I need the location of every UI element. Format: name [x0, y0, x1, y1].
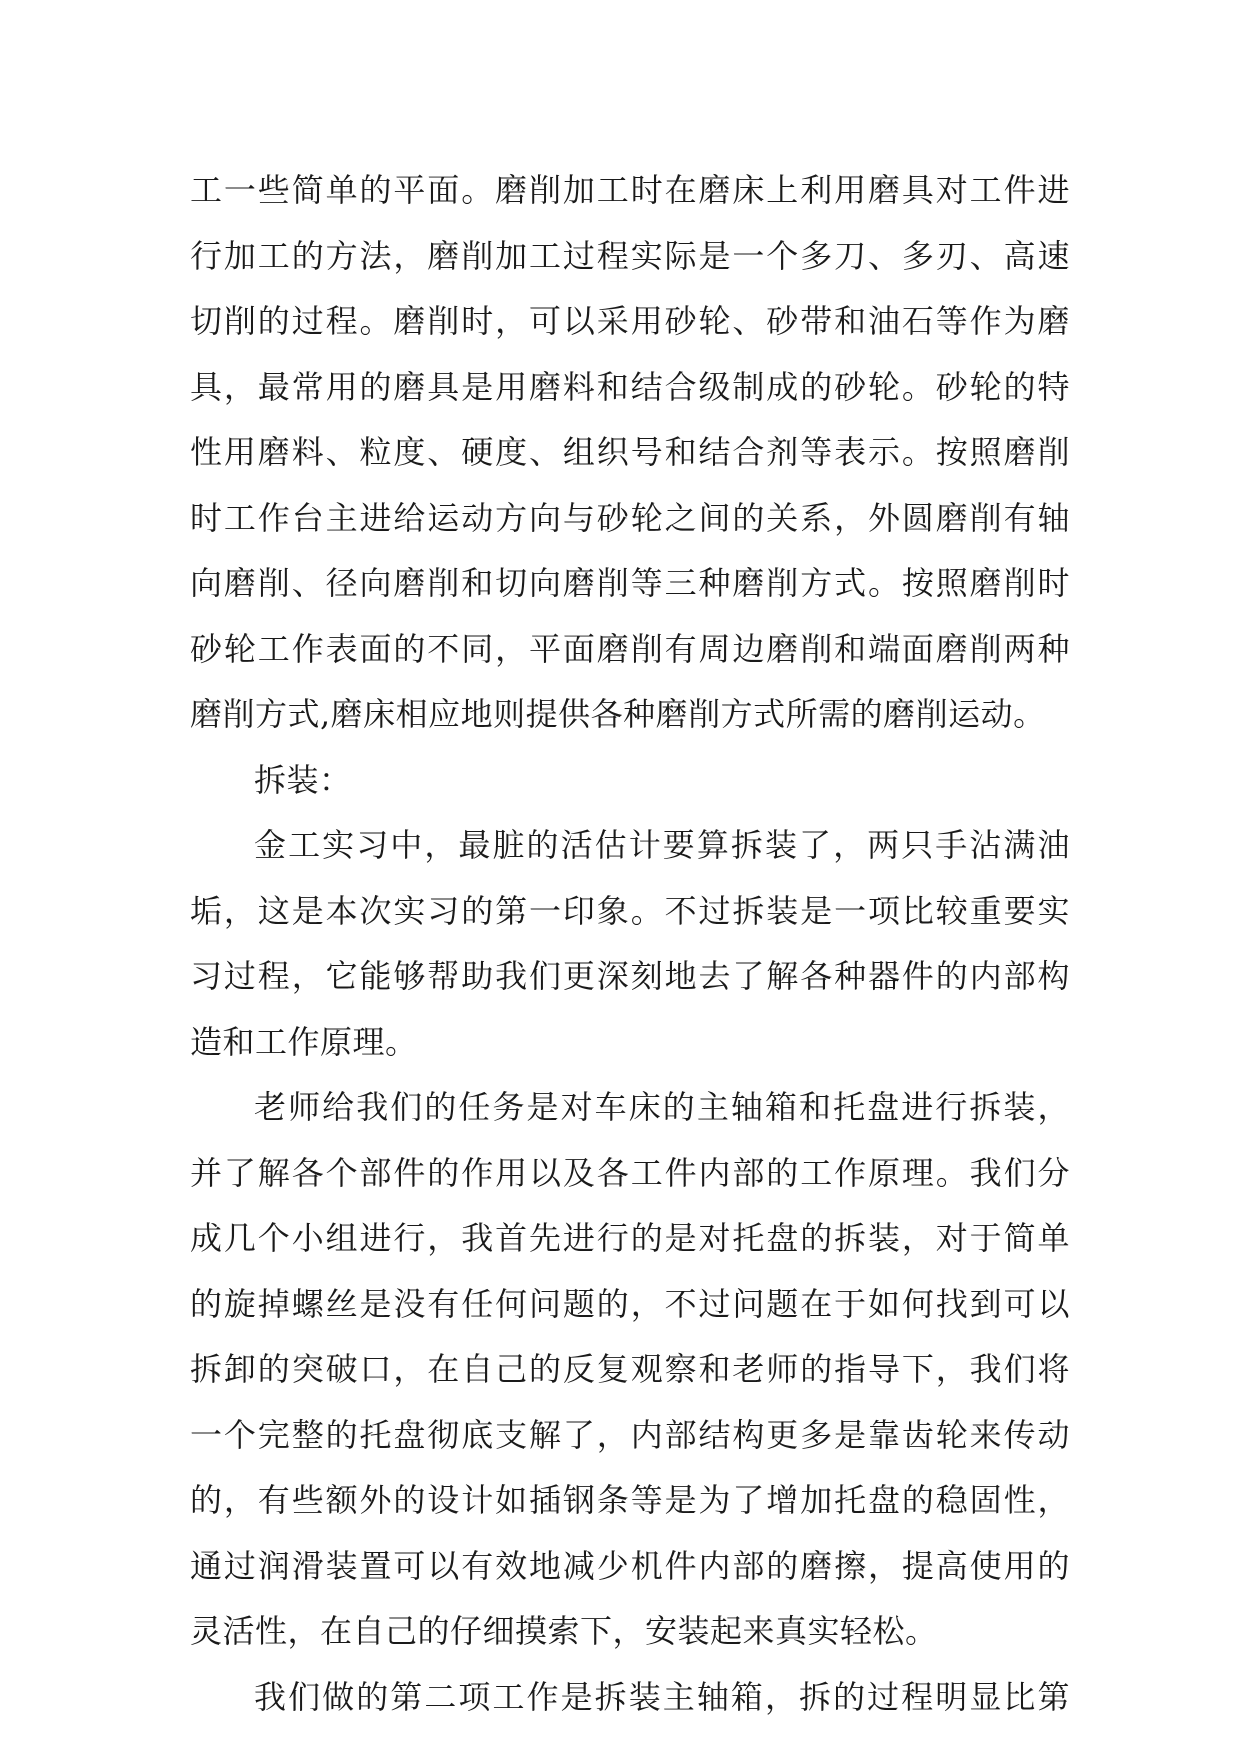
text-line: 的旋掉螺丝是没有任何问题的，不过问题在于如何找到可以: [190, 1284, 1070, 1323]
document-body: [190, 158, 1070, 1730]
text-line: 并了解各个部件的作用以及各工件内部的工作原理。我们分: [190, 1153, 1070, 1192]
text-line: 造和工作原理。: [190, 1022, 418, 1061]
text-line: 向磨削、径向磨削和切向磨削等三种磨削方式。按照磨削时: [190, 564, 1070, 602]
text-line: 成几个小组进行，我首先进行的是对托盘的拆装，对于简单: [190, 1219, 1070, 1257]
text-line: 工一些简单的平面。磨削加工时在磨床上利用磨具对工件进: [190, 171, 1070, 209]
text-line: 垢，这是本次实习的第一印象。不过拆装是一项比较重要实: [190, 891, 1070, 930]
text-line: 老师给我们的任务是对车床的主轴箱和托盘进行拆装，: [254, 1088, 1070, 1126]
text-line: 性用磨料、粒度、硬度、组织号和结合剂等表示。按照磨削: [190, 433, 1070, 471]
text-line: 习过程，它能够帮助我们更深刻地去了解各种器件的内部构: [190, 957, 1070, 995]
text-line: 行加工的方法，磨削加工过程实际是一个多刀、多刃、高速: [190, 236, 1070, 275]
text-line: 我们做的第二项工作是拆装主轴箱，拆的过程明显比第: [254, 1677, 1070, 1716]
text-line: 灵活性，在自己的仔细摸索下，安装起来真实轻松。: [190, 1612, 938, 1650]
text-line: 一个完整的托盘彻底支解了，内部结构更多是靠齿轮来传动: [190, 1415, 1070, 1454]
text-line: 拆卸的突破口，在自己的反复观察和老师的指导下，我们将: [190, 1350, 1070, 1388]
text-line: 通过润滑装置可以有效地减少机件内部的磨擦，提高使用的: [190, 1546, 1070, 1585]
text-line: 切削的过程。磨削时，可以采用砂轮、砂带和油石等作为磨: [190, 302, 1070, 340]
text-line: 金工实习中，最脏的活估计要算拆装了，两只手沾满油: [254, 826, 1070, 864]
text-line: 磨削方式,磨床相应地则提供各种磨削方式所需的磨削运动。: [190, 695, 1046, 733]
section-heading: 拆装：: [254, 760, 352, 799]
text-line: 的，有些额外的设计如插钢条等是为了增加托盘的稳固性，: [190, 1481, 1070, 1519]
text-line: 砂轮工作表面的不同，平面磨削有周边磨削和端面磨削两种: [190, 629, 1070, 668]
text-line: 时工作台主进给运动方向与砂轮之间的关系，外圆磨削有轴: [190, 498, 1070, 537]
text-line: 具，最常用的磨具是用磨料和结合级制成的砂轮。砂轮的特: [190, 367, 1070, 406]
